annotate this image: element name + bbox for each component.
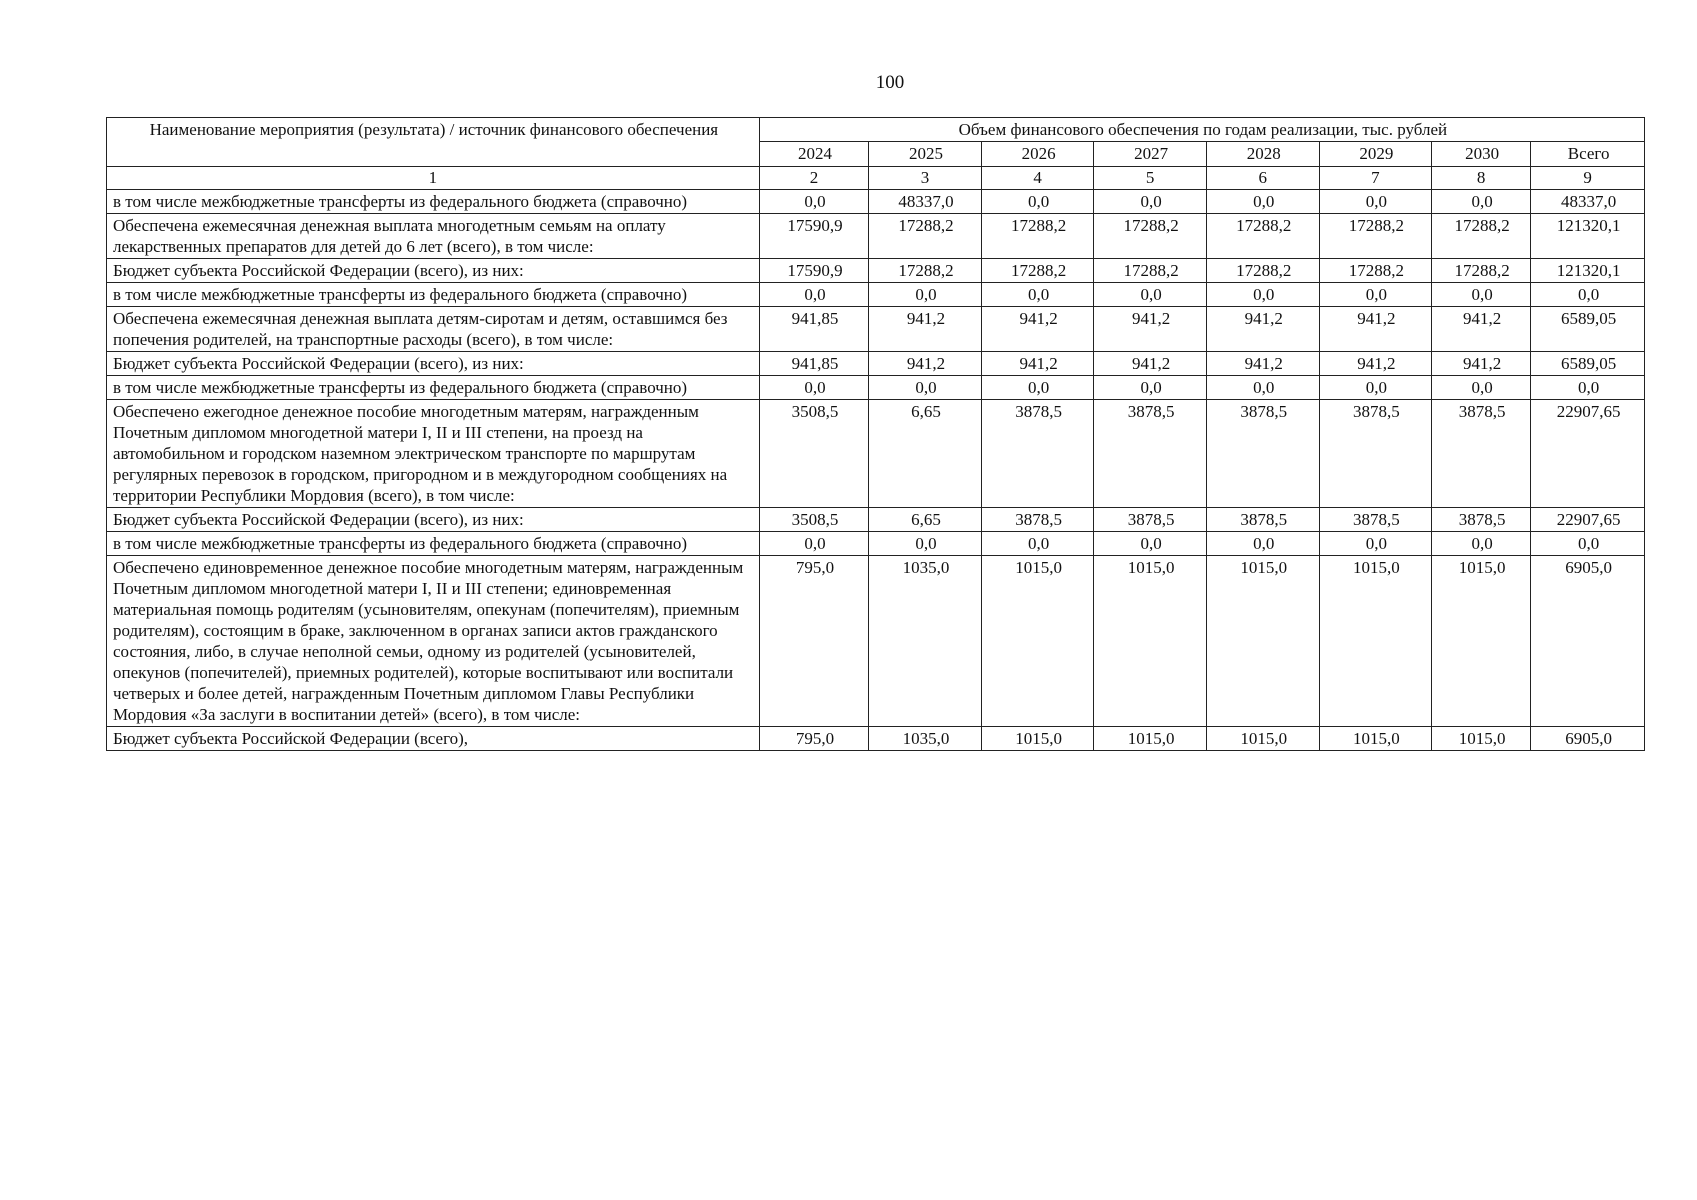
row-year-value: 3878,5 xyxy=(1206,508,1319,532)
row-name: в том числе межбюджетные трансферты из федерального бюджета (справочно) xyxy=(107,376,760,400)
row-year-value: 941,2 xyxy=(1206,352,1319,376)
row-year-value: 0,0 xyxy=(1206,190,1319,214)
row-year-value: 17590,9 xyxy=(759,259,868,283)
column-number: 1 xyxy=(107,167,760,190)
row-year-value: 941,2 xyxy=(869,307,982,352)
row-year-value: 17288,2 xyxy=(981,259,1094,283)
row-year-value: 3508,5 xyxy=(759,508,868,532)
header-group-cell: Объем финансового обеспечения по годам реализации, тыс. рублей xyxy=(759,118,1644,142)
row-name: Бюджет субъекта Российской Федерации (всего), xyxy=(107,727,760,751)
row-year-value: 1015,0 xyxy=(1319,556,1432,727)
row-year-value: 17288,2 xyxy=(869,259,982,283)
column-number: 2 xyxy=(759,167,868,190)
row-year-value: 1015,0 xyxy=(1094,556,1207,727)
row-year-value: 17288,2 xyxy=(1432,259,1531,283)
row-year-value: 1015,0 xyxy=(981,556,1094,727)
row-year-value: 0,0 xyxy=(1432,376,1531,400)
row-name: Обеспечена ежемесячная денежная выплата многодетным семьям на оплату лекарственных препаратов для детей до 6 лет (всего), в том числе: xyxy=(107,214,760,259)
row-year-value: 3878,5 xyxy=(1206,400,1319,508)
header-year: 2030 xyxy=(1432,142,1531,167)
header-year: 2029 xyxy=(1319,142,1432,167)
table-row xyxy=(107,727,1645,751)
row-year-value: 0,0 xyxy=(981,283,1094,307)
row-year-value: 17288,2 xyxy=(1206,214,1319,259)
row-year-value: 0,0 xyxy=(981,376,1094,400)
row-year-value: 0,0 xyxy=(1319,532,1432,556)
header-year: 2028 xyxy=(1206,142,1319,167)
row-year-value: 941,2 xyxy=(1094,352,1207,376)
row-year-value: 941,2 xyxy=(1094,307,1207,352)
row-year-value: 6,65 xyxy=(869,508,982,532)
row-total-value: 121320,1 xyxy=(1531,214,1645,259)
row-year-value: 1015,0 xyxy=(981,727,1094,751)
row-total-value: 48337,0 xyxy=(1531,190,1645,214)
column-numbers-row xyxy=(107,167,1645,190)
row-name: Обеспечено единовременное денежное пособие многодетным матерям, награжденным Почетным дипломом многодетной матери I, II и III степени; единовременная материальная помощь родителям (усыновителям, опекунам (попечителям), приемным родителям), состоящим в браке, заключенном в органах записи актов гражданского состояния, либо, в случае неполной семьи, одному из родителей (усыновителей, опекунов (попечителей), приемных родителей), которые воспитывают или воспитали четверых и более детей, награжденным Почетным дипломом Главы Республики Мордовия «За заслуги в воспитании детей» (всего), в том числе: xyxy=(107,556,760,727)
row-total-value: 6905,0 xyxy=(1531,556,1645,727)
table-row xyxy=(107,532,1645,556)
row-year-value: 0,0 xyxy=(759,532,868,556)
row-year-value: 0,0 xyxy=(1432,283,1531,307)
row-year-value: 17590,9 xyxy=(759,214,868,259)
row-year-value: 941,2 xyxy=(1432,307,1531,352)
row-year-value: 0,0 xyxy=(1432,532,1531,556)
row-year-value: 1015,0 xyxy=(1319,727,1432,751)
table-row xyxy=(107,283,1645,307)
row-year-value: 1015,0 xyxy=(1432,556,1531,727)
row-total-value: 6905,0 xyxy=(1531,727,1645,751)
row-total-value: 6589,05 xyxy=(1531,352,1645,376)
header-year: 2024 xyxy=(759,142,868,167)
table-row xyxy=(107,400,1645,508)
row-year-value: 1035,0 xyxy=(869,556,982,727)
row-year-value: 3878,5 xyxy=(1319,400,1432,508)
row-year-value: 941,85 xyxy=(759,307,868,352)
row-year-value: 941,2 xyxy=(1432,352,1531,376)
row-year-value: 0,0 xyxy=(759,376,868,400)
row-year-value: 3878,5 xyxy=(1432,508,1531,532)
row-total-value: 0,0 xyxy=(1531,376,1645,400)
row-year-value: 795,0 xyxy=(759,727,868,751)
row-year-value: 0,0 xyxy=(1319,283,1432,307)
row-year-value: 0,0 xyxy=(1319,190,1432,214)
row-year-value: 1015,0 xyxy=(1432,727,1531,751)
row-year-value: 3878,5 xyxy=(1094,400,1207,508)
table-row xyxy=(107,556,1645,727)
page-number: 100 xyxy=(875,72,905,93)
row-year-value: 0,0 xyxy=(759,190,868,214)
row-year-value: 941,2 xyxy=(1206,307,1319,352)
row-year-value: 0,0 xyxy=(981,190,1094,214)
row-year-value: 0,0 xyxy=(869,376,982,400)
row-year-value: 3878,5 xyxy=(1432,400,1531,508)
row-year-value: 0,0 xyxy=(869,283,982,307)
row-year-value: 3508,5 xyxy=(759,400,868,508)
row-name: в том числе межбюджетные трансферты из федерального бюджета (справочно) xyxy=(107,190,760,214)
row-total-value: 22907,65 xyxy=(1531,508,1645,532)
row-total-value: 22907,65 xyxy=(1531,400,1645,508)
row-year-value: 0,0 xyxy=(1094,190,1207,214)
row-year-value: 941,2 xyxy=(981,307,1094,352)
row-year-value: 941,85 xyxy=(759,352,868,376)
row-name: Бюджет субъекта Российской Федерации (всего), из них: xyxy=(107,259,760,283)
row-year-value: 0,0 xyxy=(981,532,1094,556)
row-year-value: 17288,2 xyxy=(1206,259,1319,283)
row-year-value: 0,0 xyxy=(1206,376,1319,400)
header-total: Всего xyxy=(1531,142,1645,167)
row-total-value: 6589,05 xyxy=(1531,307,1645,352)
column-number: 9 xyxy=(1531,167,1645,190)
row-year-value: 3878,5 xyxy=(1094,508,1207,532)
column-number: 3 xyxy=(869,167,982,190)
row-year-value: 0,0 xyxy=(1206,532,1319,556)
row-name: в том числе межбюджетные трансферты из федерального бюджета (справочно) xyxy=(107,532,760,556)
row-year-value: 941,2 xyxy=(869,352,982,376)
table-row xyxy=(107,214,1645,259)
row-year-value: 17288,2 xyxy=(981,214,1094,259)
row-year-value: 1015,0 xyxy=(1094,727,1207,751)
row-year-value: 0,0 xyxy=(1432,190,1531,214)
row-year-value: 6,65 xyxy=(869,400,982,508)
row-name: Бюджет субъекта Российской Федерации (всего), из них: xyxy=(107,352,760,376)
column-number: 5 xyxy=(1094,167,1207,190)
row-year-value: 0,0 xyxy=(869,532,982,556)
row-year-value: 3878,5 xyxy=(981,400,1094,508)
row-year-value: 0,0 xyxy=(1206,283,1319,307)
row-year-value: 17288,2 xyxy=(1094,214,1207,259)
table-row xyxy=(107,376,1645,400)
header-name-cell: Наименование мероприятия (результата) / источник финансового обеспечения xyxy=(107,118,760,167)
table-row xyxy=(107,508,1645,532)
row-year-value: 17288,2 xyxy=(1432,214,1531,259)
row-year-value: 941,2 xyxy=(981,352,1094,376)
row-year-value: 3878,5 xyxy=(981,508,1094,532)
row-year-value: 0,0 xyxy=(1094,283,1207,307)
table-row xyxy=(107,307,1645,352)
column-number: 6 xyxy=(1206,167,1319,190)
row-year-value: 48337,0 xyxy=(869,190,982,214)
row-year-value: 17288,2 xyxy=(1319,214,1432,259)
row-year-value: 1015,0 xyxy=(1206,556,1319,727)
header-year: 2026 xyxy=(981,142,1094,167)
table-row xyxy=(107,190,1645,214)
row-year-value: 0,0 xyxy=(1094,532,1207,556)
row-year-value: 0,0 xyxy=(1319,376,1432,400)
header-year: 2025 xyxy=(869,142,982,167)
table-row xyxy=(107,259,1645,283)
row-year-value: 1015,0 xyxy=(1206,727,1319,751)
row-year-value: 0,0 xyxy=(1094,376,1207,400)
financing-table xyxy=(106,117,1645,751)
row-year-value: 17288,2 xyxy=(1094,259,1207,283)
row-name: Бюджет субъекта Российской Федерации (всего), из них: xyxy=(107,508,760,532)
row-year-value: 941,2 xyxy=(1319,352,1432,376)
column-number: 7 xyxy=(1319,167,1432,190)
row-total-value: 0,0 xyxy=(1531,283,1645,307)
header-year: 2027 xyxy=(1094,142,1207,167)
table-row xyxy=(107,352,1645,376)
row-year-value: 17288,2 xyxy=(869,214,982,259)
row-total-value: 121320,1 xyxy=(1531,259,1645,283)
row-name: в том числе межбюджетные трансферты из федерального бюджета (справочно) xyxy=(107,283,760,307)
row-year-value: 941,2 xyxy=(1319,307,1432,352)
row-name: Обеспечена ежемесячная денежная выплата детям-сиротам и детям, оставшимся без попечения родителей, на транспортные расходы (всего), в том числе: xyxy=(107,307,760,352)
row-name: Обеспечено ежегодное денежное пособие многодетным матерям, награжденным Почетным дипломом многодетной матери I, II и III степени, на проезд на автомобильном и городском наземном электрическом транспорте по маршрутам регулярных перевозок в городском, пригородном и в междугородном сообщениях на территории Республики Мордовия (всего), в том числе: xyxy=(107,400,760,508)
row-year-value: 3878,5 xyxy=(1319,508,1432,532)
row-total-value: 0,0 xyxy=(1531,532,1645,556)
row-year-value: 1035,0 xyxy=(869,727,982,751)
column-number: 8 xyxy=(1432,167,1531,190)
row-year-value: 795,0 xyxy=(759,556,868,727)
row-year-value: 0,0 xyxy=(759,283,868,307)
column-number: 4 xyxy=(981,167,1094,190)
row-year-value: 17288,2 xyxy=(1319,259,1432,283)
